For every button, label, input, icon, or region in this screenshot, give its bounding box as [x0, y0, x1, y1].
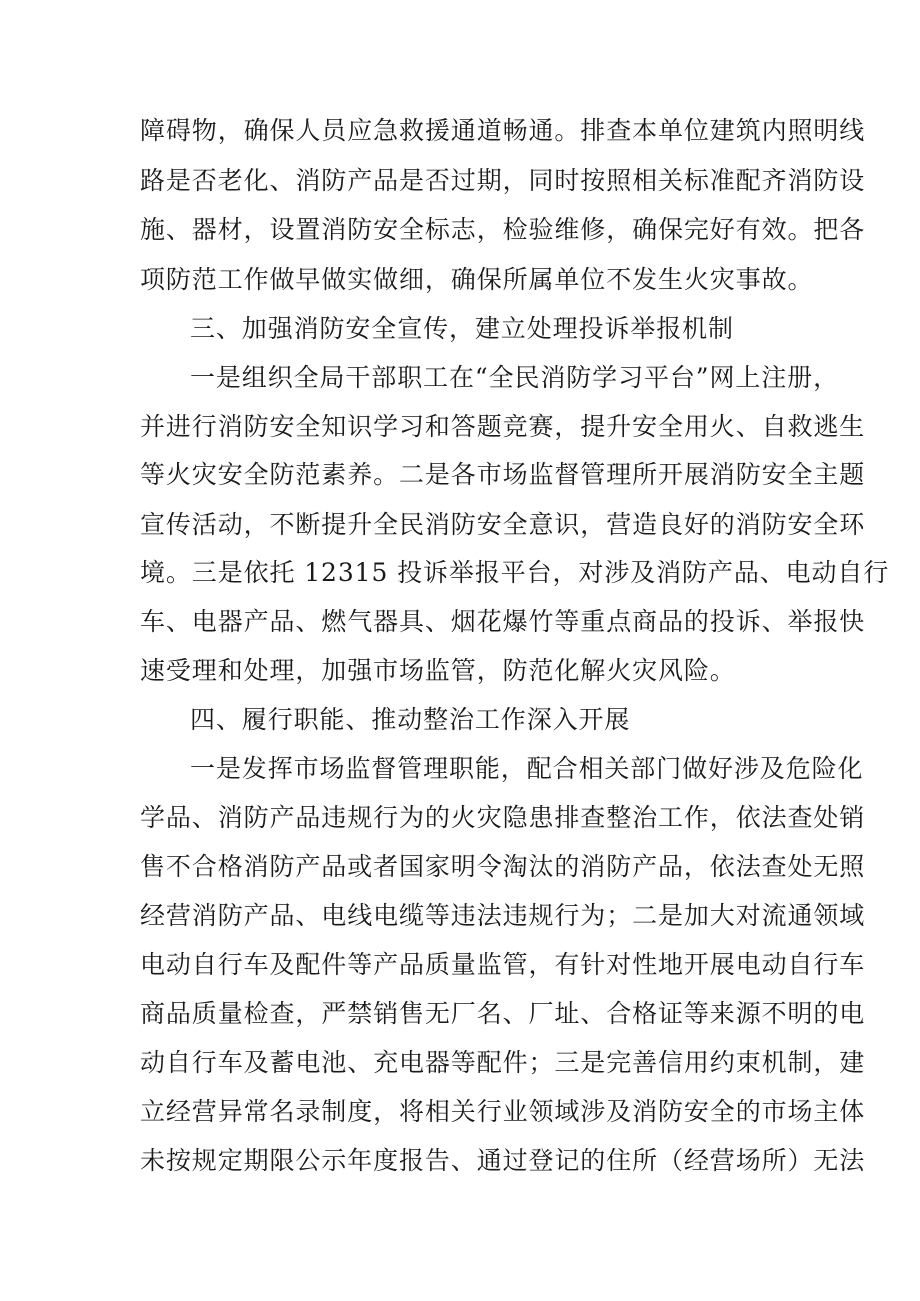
text-line: 商品质量检查，严禁销售无厂名、厂址、合格证等来源不明的电: [140, 999, 866, 1028]
text-line: 售不合格消防产品或者国家明令淘汰的消防产品，依法查处无照: [140, 852, 866, 881]
text-line: 障碍物，确保人员应急救援通道畅通。排查本单位建筑内照明线: [140, 116, 866, 145]
text-line: 立经营异常名录制度，将相关行业领域涉及消防安全的市场主体: [140, 1097, 866, 1126]
text-line: 速受理和处理，加强市场监管，防范化解火灾风险。: [140, 656, 736, 685]
text-line: 等火灾安全防范素养。二是各市场监督管理所开展消防安全主题: [140, 460, 866, 489]
text-line: 施、器材，设置消防安全标志，检验维修，确保完好有效。把各: [140, 215, 866, 244]
text-line: 境。三是依托 12315 投诉举报平台，对涉及消防产品、电动自行: [140, 558, 890, 587]
text-line: 并进行消防安全知识学习和答题竞赛，提升安全用火、自救逃生: [140, 412, 866, 441]
text-line: 未按规定期限公示年度报告、通过登记的住所（经营场所）无法: [140, 1146, 866, 1175]
text-line: 电动自行车及配件等产品质量监管，有针对性地开展电动自行车: [140, 950, 866, 979]
text-line: 学品、消防产品违规行为的火灾隐患排查整治工作，依法查处销: [140, 803, 866, 832]
text-line: 一是组织全局干部职工在“全民消防学习平台”网上注册，: [190, 363, 839, 392]
text-line: 一是发挥市场监督管理职能，配合相关部门做好涉及危险化: [190, 754, 864, 783]
text-line: 经营消防产品、电线电缆等违法违规行为；二是加大对流通领域: [140, 901, 866, 930]
text-line: 路是否老化、消防产品是否过期，同时按照相关标准配齐消防设: [140, 166, 866, 195]
section-heading-three: 三、加强消防安全宣传，建立处理投诉举报机制: [190, 314, 734, 343]
section-heading-four: 四、履行职能、推动整治工作深入开展: [190, 705, 631, 734]
text-line: 动自行车及蓄电池、充电器等配件；三是完善信用约束机制，建: [140, 1048, 866, 1077]
text-line: 宣传活动，不断提升全民消防安全意识，营造良好的消防安全环: [140, 510, 866, 539]
text-line: 项防范工作做早做实做细，确保所属单位不发生火灾事故。: [140, 265, 814, 294]
text-line: 车、电器产品、燃气器具、烟花爆竹等重点商品的投诉、举报快: [140, 607, 866, 636]
